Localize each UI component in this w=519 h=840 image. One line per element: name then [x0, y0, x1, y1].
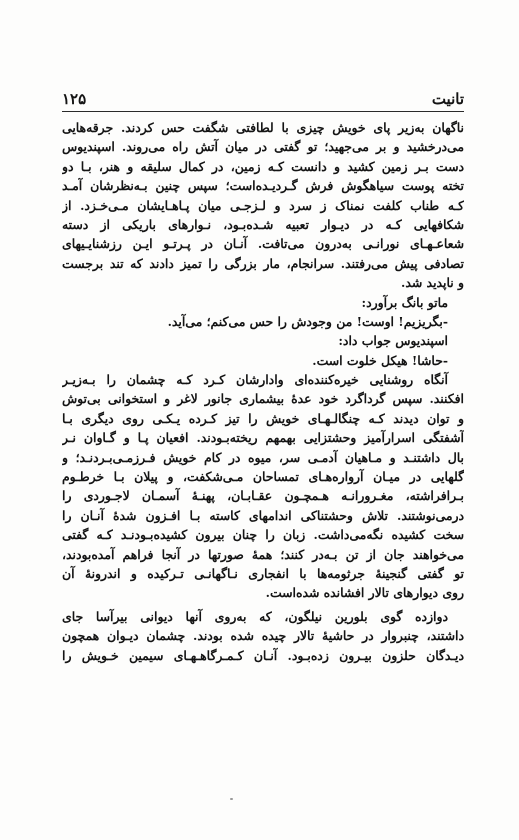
text-line: آشفتگی اسرارآمیز وحشتزایی بهمهم ریخته‌بـودند. افعیان پـا و گـاوان نـر: [62, 430, 464, 446]
text-line: گلهایی در میـان آرواره‌هـای تمساحان مـی‌شکفت، و پیلان بـا خرطـوم: [62, 469, 464, 485]
text-line: ناگهان به‌زیر پای خویش چیزی با لطافتی شگفت حس کردند. جرقه‌هایی: [62, 120, 464, 135]
header-rule: [62, 111, 464, 112]
text-line: شکافهایی کـه در دیـوار تعبیه شـده‌بـود، نـوارهای باریکی از دسته: [62, 216, 464, 232]
text-line: و توان دیدند کـه چنگالـهـای خویش را تیز کـرده یـکـی روی دیگری بـا: [62, 410, 464, 426]
text-line: می‌درخشید و بر می‌جهید؛ تو گفتی در میان آتش راه می‌روند. اسپندیوس: [62, 139, 464, 155]
text-line: روی دیوارهای تالار افشانده شده‌است.: [265, 585, 464, 601]
text-line: سخت کشیده نگه‌می‌داشت. زبان را چنان بیرون کشیده‌بـودنـد کـه گفتی: [62, 527, 464, 543]
text-line: دیـدگان حلزون بیـرون زده‌بـود. آنـان کـمـرگاهـهـای سیمین خـویش را: [62, 647, 464, 663]
page-number: ۱۲۵: [62, 90, 87, 108]
text-line: ماتو بانگ برآورد:: [361, 294, 448, 310]
text-line: -حاشا! هیکل خلوت است.: [312, 352, 448, 368]
scan-speck: [230, 798, 233, 800]
text-line: بال داشتنـد و مـاهیان آدمـی سر، میوه در کام خویش فـرزمـی‌بـردنـد؛ و: [62, 449, 464, 465]
text-line: تخته پوست سیاهگوش فرش گـردیـده‌است؛ سپس چنین بـه‌نظرشان آمـد: [62, 178, 464, 194]
text-line: کـه طناب کلفت نمناک ز سرد و لـزجـی میان پـاهـایشان مـی‌خـزد. از: [62, 197, 464, 213]
body-text: [62, 118, 464, 665]
text-line: و ناپدید شد.: [401, 275, 464, 291]
text-line: داشتند، چنبروار در حاشیهٔ تالار چیده شده بودند. چشمان دیـوان همچون: [62, 628, 464, 644]
text-line: شعاعـهـای نورانـی به‌درون می‌تافت. آنـان در پـرتـو ایـن رزشنایـیهای: [62, 236, 464, 252]
text-line: تو گفتی گنجینهٔ جرثومه‌ها با انفجاری نـاگهانـی تـرکیده و اندرونهٔ آن: [62, 565, 464, 581]
text-line: دست بـر زمین کشید و دانست کـه زمین، در کمال سلیقه و هنر، بـا دو: [62, 158, 464, 174]
chapter-title: تانیت: [431, 90, 464, 108]
running-header: [62, 84, 464, 108]
text-line: تصادفی پیش می‌رفتند. سرانجام، مار بزرگی را تمیز دادند که تند برجست: [62, 255, 464, 271]
text-line: دوازده گوی بلورین نیلگون، که به‌روی آنها دیوانی بیرآسا جای: [62, 608, 448, 624]
text-line: افکنند. سپس گرداگرد خود عدهٔ بیشماری جانور لاغر و استخوانی بی‌توش: [62, 391, 464, 407]
text-line: آنگاه روشنایی خیره‌کننده‌ای وادارشان کـرد کـه چشمان را بـه‌زیـر: [62, 372, 448, 388]
text-line: درمی‌نوشتند. تلاش وحشتناکی اندامهای کاسته بـا افـزون شدهٔ آنـان را: [62, 507, 464, 523]
text-line: اسپندیوس جواب داد:: [338, 333, 448, 349]
text-line: -بگریزیم! اوست! من وجودش را حس می‌کنم؛ می‌آید.: [167, 313, 448, 329]
text-line: بـرافراشته، مغـرورانـه هـمچـون عقـابـان، پهنـهٔ آسمـان لاجـوردی را: [62, 488, 464, 504]
text-line: می‌خواهند جان از تن بـه‌در کنند؛ همهٔ صورتها در آنجا فراهم آمده‌بودند،: [62, 546, 464, 562]
